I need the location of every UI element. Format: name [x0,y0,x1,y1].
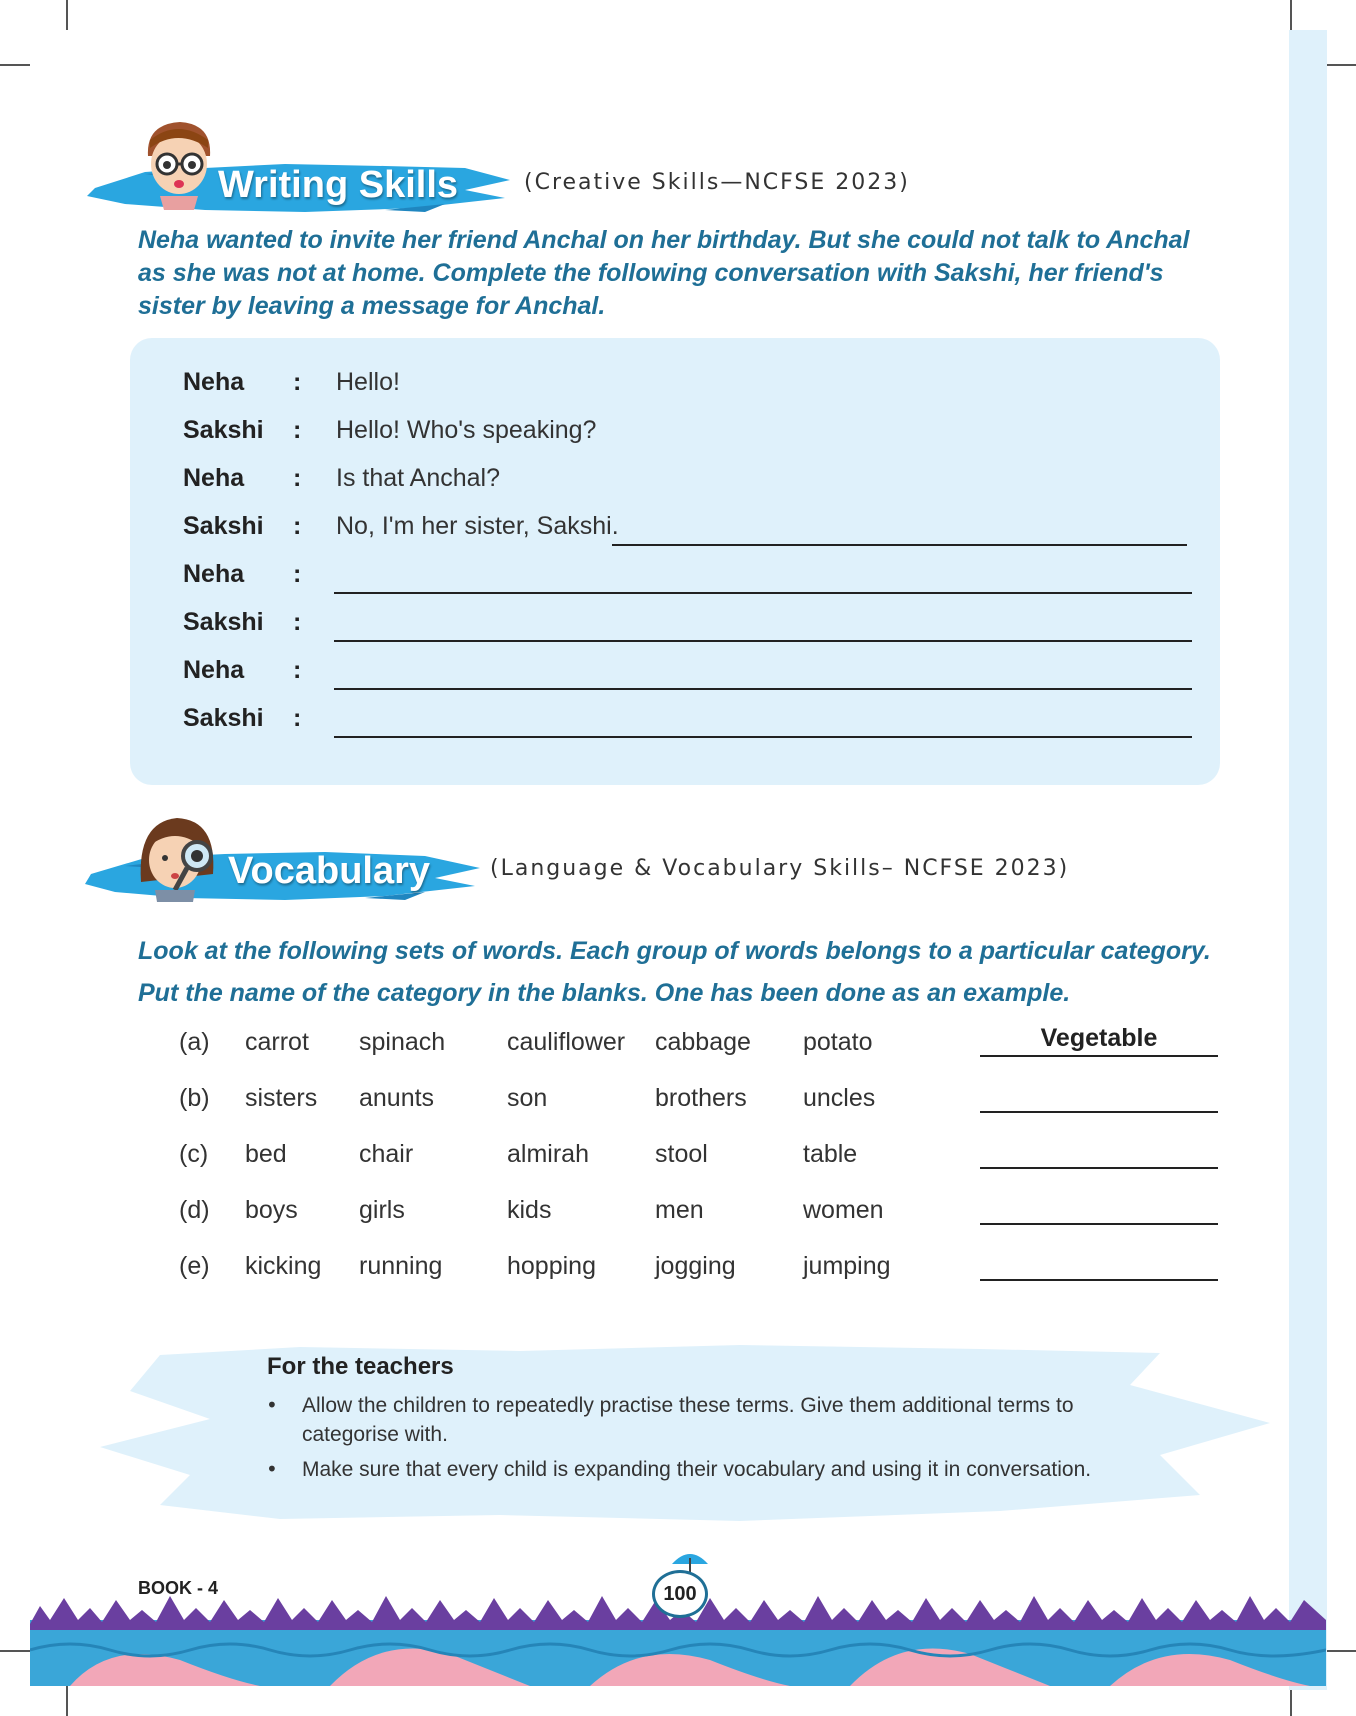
row-label: (e) [179,1252,210,1280]
dialog-speaker: Sakshi [183,416,264,444]
side-strip [1289,30,1327,1690]
word: spinach [359,1028,446,1056]
row-label: (a) [179,1028,210,1056]
crop-mark [1326,64,1356,66]
row-label: (b) [179,1084,210,1112]
dialog-speaker: Neha [183,464,245,492]
vocab-row [0,1084,1356,1124]
word: jumping [803,1252,891,1280]
bullet-icon: • [266,1393,278,1417]
dialog-colon: : [293,512,302,540]
dialog-row [130,656,1220,700]
word: cauliflower [507,1028,626,1056]
word: stool [655,1140,708,1168]
dialog-row [130,368,1220,412]
crop-mark [0,64,30,66]
writing-skills-subtitle: (Creative Skills—NCFSE 2023) [524,170,910,195]
vocabulary-instructions: Look at the following sets of words. Each group of words belongs to a particular category. Put the name of the category in the blanks. One has been done as an example. [138,937,1211,1007]
vocabulary-subtitle: (Language & Vocabulary Skills– NCFSE 2023) [490,856,1070,881]
word: kids [507,1196,552,1224]
dialog-row [130,704,1220,748]
word: potato [803,1028,873,1056]
word: boys [245,1196,298,1224]
word: brothers [655,1084,747,1112]
crop-mark [1290,0,1292,30]
word: table [803,1140,858,1168]
crop-mark [1290,1686,1292,1716]
dialog-line: Hello! [336,368,400,396]
boy-with-glasses-icon [138,118,220,210]
word: carrot [245,1028,309,1056]
category-blank[interactable] [980,1111,1218,1113]
writing-skills-title: Writing Skills [218,164,459,206]
crop-mark [0,1650,30,1652]
dialog-speaker: Neha [183,560,245,588]
answer-blank[interactable] [334,592,1192,594]
vocab-row [0,1252,1356,1292]
dialog-row [130,464,1220,508]
dialog-line: Hello! Who's speaking? [336,416,597,444]
answer-blank[interactable] [334,640,1192,642]
dialog-line: Is that Anchal? [336,464,501,492]
row-label: (d) [179,1196,210,1224]
dialog-colon: : [293,656,302,684]
dialog-colon: : [293,608,302,636]
page-number: 100 [652,1570,708,1618]
category-blank[interactable] [980,1167,1218,1169]
dialog-colon: : [293,464,302,492]
dialog-speaker: Neha [183,368,245,396]
category-blank[interactable] [980,1223,1218,1225]
answer-blank[interactable] [334,688,1192,690]
word: bed [245,1140,287,1168]
teacher-note-item: Make sure that every child is expanding their vocabulary and using it in conversation. [302,1458,1092,1481]
bullet-icon: • [266,1457,278,1481]
teacher-note-item: Allow the children to repeatedly practise these terms. Give them additional terms to categorise with. [302,1394,1074,1446]
book-label: BOOK - 4 [138,1578,219,1598]
girl-with-magnifier-icon [135,812,225,902]
crop-mark [66,0,68,30]
writing-instructions: Neha wanted to invite her friend Anchal on her birthday. But she could not talk to Anchal as she was not at home. Complete the following conversation with Sakshi, her friend's sister by leaving a message for Anchal. [138,226,1190,320]
dialog-speaker: Sakshi [183,608,264,636]
row-label: (c) [179,1140,209,1168]
dialog-speaker: Sakshi [183,704,264,732]
vocab-row [0,1024,1356,1068]
word: cabbage [655,1028,751,1056]
dialog-colon: : [293,416,302,444]
answer-blank[interactable] [612,544,1187,546]
word: kicking [245,1252,322,1280]
dialog-row [130,416,1220,460]
conversation-panel [130,338,1220,785]
dialog-speaker: Neha [183,656,245,684]
word: sisters [245,1084,318,1112]
dialog-row [130,560,1220,604]
dialog-line: No, I'm her sister, Sakshi. [336,512,619,540]
word: jogging [655,1252,736,1280]
word: hopping [507,1252,596,1280]
vocabulary-title: Vocabulary [228,850,431,892]
word: son [507,1084,548,1112]
vocab-row [0,1196,1356,1236]
word: running [359,1252,443,1280]
answer-blank[interactable] [334,736,1192,738]
teacher-note-title: For the teachers [267,1353,454,1380]
dialog-row [130,512,1220,556]
dialog-colon: : [293,368,302,396]
dialog-row [130,608,1220,652]
category-blank[interactable] [980,1055,1218,1057]
word: girls [359,1196,405,1224]
dialog-colon: : [293,560,302,588]
crop-mark [1326,1650,1356,1652]
word: uncles [803,1084,876,1112]
word: almirah [507,1140,589,1168]
vocab-row [0,1140,1356,1180]
word: anunts [359,1084,435,1112]
word: men [655,1196,704,1224]
crop-mark [66,1686,68,1716]
category-answer: Vegetable [1040,1024,1158,1052]
dialog-speaker: Sakshi [183,512,264,540]
word: women [803,1196,884,1224]
word: chair [359,1140,414,1168]
category-blank[interactable] [980,1279,1218,1281]
dialog-colon: : [293,704,302,732]
